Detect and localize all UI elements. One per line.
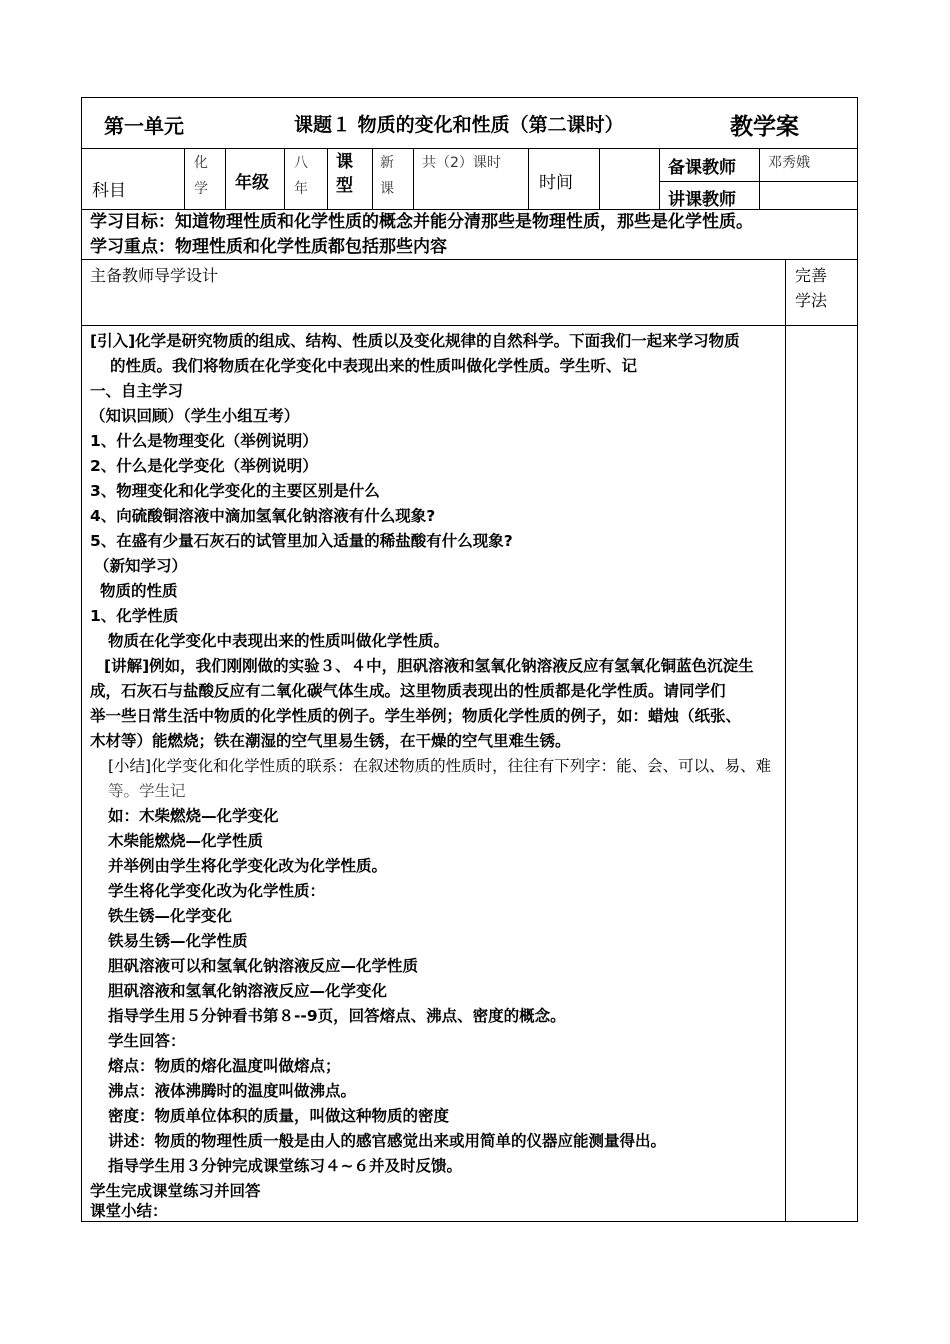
content-line: 学生将化学变化改为化学性质： bbox=[108, 882, 326, 900]
divider bbox=[82, 148, 857, 149]
learning-goals bbox=[90, 210, 753, 260]
content-line: 课堂小结： bbox=[90, 1202, 168, 1220]
unit-title: 第一单元 bbox=[104, 114, 184, 138]
content-line: 木柴能燃烧—化学性质 bbox=[108, 832, 264, 850]
title-row bbox=[82, 98, 857, 148]
subject-value: 化学 bbox=[194, 155, 208, 197]
divider bbox=[225, 148, 226, 209]
side-heading bbox=[795, 263, 827, 313]
divider bbox=[327, 148, 328, 209]
content-line: 指导学生用５分钟看书第８--9页，回答熔点、沸点、密度的概念。 bbox=[108, 1007, 566, 1025]
key-point-text: 学习重点：物理性质和化学性质都包括那些内容 bbox=[90, 237, 447, 257]
content-line: 成，石灰石与盐酸反应有二氧化碳气体生成。这里物质表现出的性质都是化学性质。请同学们 bbox=[90, 682, 726, 700]
content-line: [讲解]例如，我们刚刚做的实验３、４中，胆矾溶液和氢氧化钠溶液反应有氢氧化铜蓝色沉淀生 bbox=[104, 657, 754, 675]
content-line: 学生回答： bbox=[108, 1032, 186, 1050]
type-value: 新课 bbox=[380, 155, 394, 197]
divider bbox=[599, 148, 600, 209]
content-line: 1、什么是物理变化（举例说明） bbox=[90, 432, 318, 450]
grade-value: 八年 bbox=[294, 155, 308, 197]
prep-teacher-label: 备课教师 bbox=[668, 158, 736, 178]
side-heading-line-1: 完善 bbox=[795, 266, 828, 285]
divider bbox=[82, 259, 857, 260]
content-line: 铁易生锈—化学性质 bbox=[108, 932, 248, 950]
grade-label: 年级 bbox=[235, 173, 269, 193]
content-line: 的性质。我们将物质在化学变化中表现出来的性质叫做化学性质。学生听、记 bbox=[110, 357, 638, 375]
divider bbox=[413, 148, 414, 209]
content-line: 4、向硫酸铜溶液中滴加氢氧化钠溶液有什么现象? bbox=[90, 507, 436, 525]
content-line: 3、物理变化和化学变化的主要区别是什么 bbox=[90, 482, 380, 500]
lesson-title: 课题１ 物质的变化和性质（第二课时） bbox=[294, 114, 624, 136]
time-label: 时间 bbox=[539, 173, 573, 193]
divider bbox=[372, 148, 373, 209]
content-line: 胆矾溶液可以和氢氧化钠溶液反应—化学性质 bbox=[108, 957, 419, 975]
prep-teacher-value: 邓秀娥 bbox=[768, 155, 810, 171]
content-line: 如：木柴燃烧—化学变化 bbox=[108, 807, 279, 825]
content-line: 并举例由学生将化学变化改为化学性质。 bbox=[108, 857, 388, 875]
divider bbox=[659, 181, 857, 182]
type-label: 课型 bbox=[336, 152, 353, 196]
subject-label: 科目 bbox=[92, 181, 126, 201]
content-line: 学生完成课堂练习并回答 bbox=[90, 1182, 261, 1200]
content-line: 熔点：物质的熔化温度叫做熔点； bbox=[108, 1057, 341, 1075]
content-line: 1、化学性质 bbox=[90, 607, 179, 625]
content-line: （知识回顾）（学生小组互考） bbox=[90, 407, 300, 425]
content-line: 等。学生记 bbox=[108, 782, 186, 800]
content-line: （新知学习） bbox=[94, 557, 188, 575]
divider bbox=[659, 148, 660, 209]
periods-value: 共（2）课时 bbox=[422, 155, 501, 171]
content-line: 举一些日常生活中物质的化学性质的例子。学生举例；物质化学性质的例子，如：蜡烛（纸张、 bbox=[90, 707, 742, 725]
doc-type-title: 教学案 bbox=[730, 114, 799, 140]
content-line: 5、在盛有少量石灰石的试管里加入适量的稀盐酸有什么现象? bbox=[90, 532, 513, 550]
divider bbox=[785, 259, 786, 1221]
content-line: 木材等）能燃烧；铁在潮湿的空气里易生锈，在干燥的空气里难生锈。 bbox=[90, 732, 571, 750]
content-line: 2、什么是化学变化（举例说明） bbox=[90, 457, 318, 475]
divider bbox=[82, 325, 857, 326]
lesson-plan-table bbox=[81, 97, 858, 1222]
content-line: 沸点：液体沸腾时的温度叫做沸点。 bbox=[108, 1082, 357, 1100]
content-line: 物质的性质 bbox=[100, 582, 178, 600]
design-heading: 主备教师导学设计 bbox=[90, 266, 219, 285]
divider bbox=[284, 148, 285, 209]
content-line: 一、自主学习 bbox=[90, 382, 184, 400]
content-line: 铁生锈—化学变化 bbox=[108, 907, 233, 925]
lecture-teacher-label: 讲课教师 bbox=[668, 190, 736, 210]
objective-text: 学习目标：知道物理性质和化学性质的概念并能分清那些是物理性质，那些是化学性质。 bbox=[90, 212, 753, 232]
divider bbox=[184, 148, 185, 209]
content-line: 物质在化学变化中表现出来的性质叫做化学性质。 bbox=[108, 632, 450, 650]
content-line: 指导学生用３分钟完成课堂练习４~６并及时反馈。 bbox=[108, 1157, 462, 1175]
content-line: 胆矾溶液和氢氧化钠溶液反应—化学变化 bbox=[108, 982, 388, 1000]
content-line: 讲述：物质的物理性质一般是由人的感官感觉出来或用简单的仪器应能测量得出。 bbox=[108, 1132, 667, 1150]
divider bbox=[759, 148, 760, 209]
content-line: [引入]化学是研究物质的组成、结构、性质以及变化规律的自然科学。下面我们一起来学习物质 bbox=[90, 332, 740, 350]
content-line: 密度：物质单位体积的质量，叫做这种物质的密度 bbox=[108, 1107, 450, 1125]
divider bbox=[528, 148, 529, 209]
side-heading-line-2: 学法 bbox=[795, 291, 828, 310]
content-line: [小结]化学变化和化学性质的联系：在叙述物质的性质时，往往有下列字：能、会、可以、易、难 bbox=[108, 757, 772, 775]
